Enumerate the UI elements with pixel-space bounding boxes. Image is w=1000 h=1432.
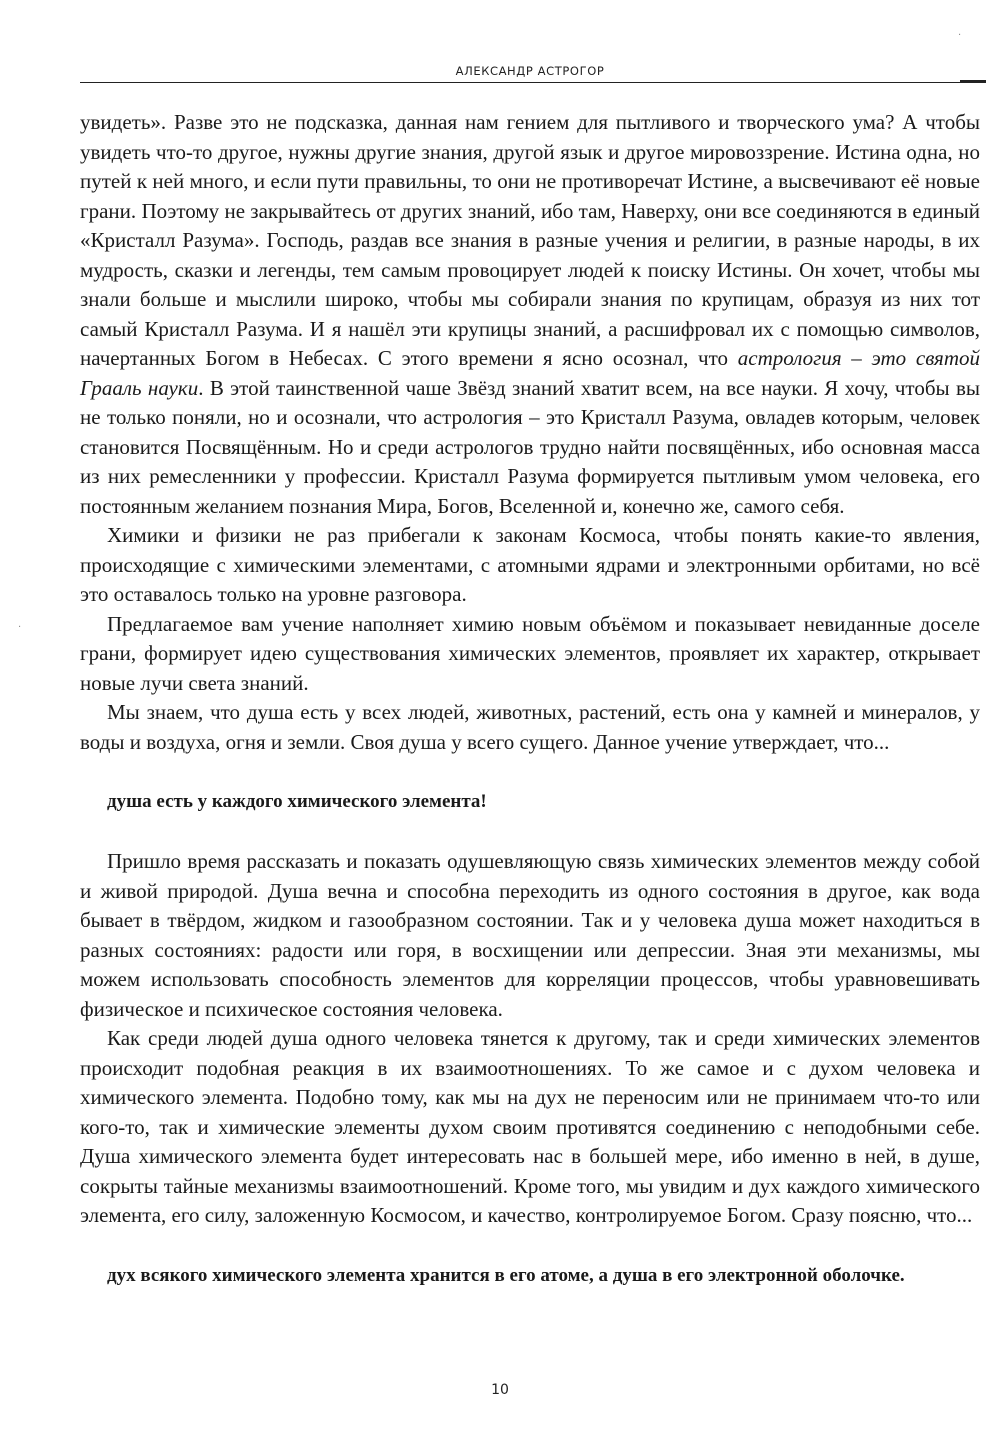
paragraph-1 (80, 108, 980, 521)
running-title: АЛЕКСАНДР АСТРОГОР (455, 64, 605, 78)
paragraph-1-text-end: . В этой таинственной чаше Звёзд знаний хватит всем, на все науки. Я хочу, чтобы вы не только поняли, но и осознали, что астрология – это Кристалл Разума, овладев которым, человек становится Посвящённым. Но и среди астрологов трудно найти посвящённых, ибо основная масса из них ремесленники у профессии. Кристалл Разума формируется пытливым умом человека, его постоянным желанием познания Мира, Богов, Вселенной и, конечно же, самого себя. (80, 375, 980, 518)
running-header (80, 64, 980, 86)
callout-soul: душа есть у каждого химического элемента! (107, 791, 487, 812)
paragraph-2: Химики и физики не раз прибегали к законам Космоса, чтобы понять какие-то явления, происходящие с химическими элементами, с атомными ядрами и электронными орбитами, но всё это оставалось только на уровне разговора. (80, 523, 980, 606)
scan-speck: · (18, 622, 22, 633)
paragraph-1-text-start: увидеть». Разве это не подсказка, данная нам гением для пытливого и творческого ума? А чтобы увидеть что-то другое, нужны другие знания, другой язык и другое мировоззрение. Истина одна, но путей к ней много, и если пути правильны, то они не противоречат Истине, а высвечивают её новые грани. Поэтому не закрывайтесь от других знаний, ибо там, Наверху, они все соединяются в единый «Кристалл Разума». Господь, раздав все знания в разные учения и религии, в разные народы, в их мудрость, сказки и легенды, тем самым провоцирует людей к поиску Истины. Он хочет, чтобы мы знали больше и мыслили широко, чтобы мы собирали знания по крупицам, образуя из них тот самый Кристалл Разума. И я нашёл эти крупицы знаний, а расшифровал их с помощью символов, начертанных Богом в Небесах. С этого времени я ясно осознал, что (80, 110, 980, 370)
header-rule-accent (960, 80, 986, 83)
paragraph-5: Пришло время рассказать и показать одушевляющую связь химических элементов между собой и живой природой. Душа вечна и способна переходить из одного состояния в другое, как вода бывает в твёрдом, жидком и газообразном состоянии. Так и у человека душа может находиться в разных состояниях: радости или горя, в восхищении или депрессии. Зная эти механизмы, мы можем использовать способность элементов для корреляции процессов, чтобы уравновешивать физическое и психическое состояния человека. (80, 849, 980, 1021)
paragraph-6: Как среди людей душа одного человека тянется к другому, так и среди химических элементов происходит подобная реакция в их взаимоотношениях. То же самое и с духом человека и химического элемента. Подобно тому, как мы на дух не переносим или не принимаем что-то или кого-то, так и химические элементы духом своим противятся соединению с неподобными себе. Душа химического элемента будет интересовать нас в большей мере, ибо именно в ней, в душе, сокрыты тайные механизмы взаимоотношений. Кроме того, мы увидим и дух каждого химического элемента, его силу, заложенную Космосом, и качество, контролируемое Богом. Сразу поясню, что... (80, 1026, 980, 1227)
paragraph-1-emphasis: астрология – это святой Грааль науки (80, 346, 980, 400)
paragraph-4: Мы знаем, что душа есть у всех людей, животных, растений, есть она у камней и минералов, у воды и воздуха, огня и земли. Своя душа у всего сущего. Данное учение утверждает, что... (80, 700, 980, 754)
header-rule (80, 82, 980, 83)
page-number: 10 (491, 1382, 509, 1398)
scan-speck: · (958, 30, 962, 41)
paragraph-3: Предлагаемое вам учение наполняет химию новым объёмом и показывает невиданные доселе грани, формирует идею существования химических элементов, проявляет их характер, открывает новые лучи света знаний. (80, 611, 980, 695)
page-body (80, 108, 980, 1289)
callout-spirit: дух всякого химического элемента хранится в его атоме, а душа в его электронной оболочке. (107, 1264, 905, 1286)
